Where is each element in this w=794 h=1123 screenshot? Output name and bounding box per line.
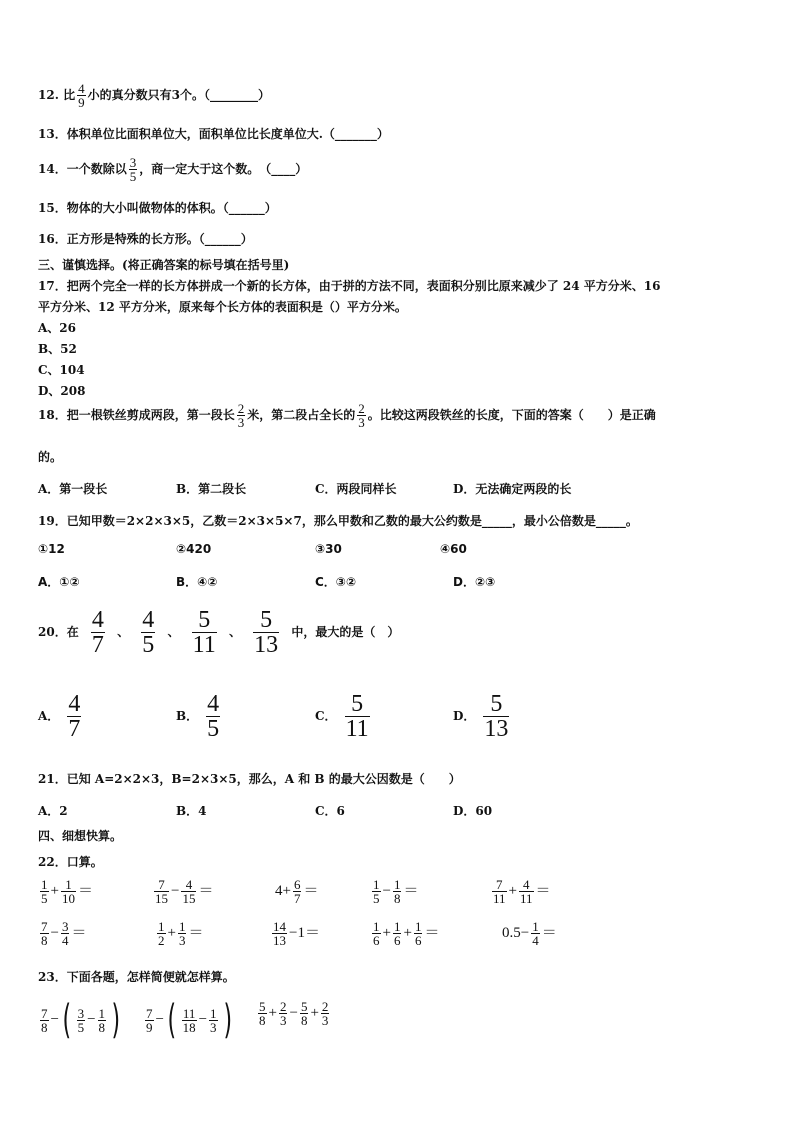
q12-fraction: [77, 82, 86, 109]
denominator: 3: [358, 415, 365, 430]
option-letter: C．: [315, 709, 337, 723]
q17-line-1: 17．把两个完全一样的长方体拼成一个新的长方体，由于拼的方法不同，表面积分别比原来减少了 24 平方分米、16: [38, 279, 661, 293]
q18-text-c: 。比较这两段铁丝的长度，下面的答案（ ）是正确: [367, 408, 656, 422]
question-18: [38, 402, 656, 429]
calc-7: $\frac{1}{2}$ + $\frac{1}{3}$ ＝: [158, 919, 204, 948]
q12-number: 12.: [38, 88, 59, 102]
calc-1: $\frac{1}{5}$ + $\frac{1}{10}$ ＝: [41, 877, 93, 906]
q14-suffix: ，商一定大于这个数。 （____）: [139, 162, 308, 176]
calc-8: $\frac{14}{13}$ −1＝: [273, 919, 320, 948]
question-15: 15．物体的大小叫做物体的体积。（______）: [38, 201, 277, 215]
denominator: 7: [91, 632, 104, 658]
denominator: 5: [142, 632, 155, 658]
q21-option-c: C．6: [315, 804, 345, 818]
denominator: 11: [345, 716, 369, 742]
q20-prefix: 20．在: [38, 625, 79, 639]
option-letter: B．: [176, 709, 199, 723]
q19-option-c: C．③②: [315, 575, 357, 589]
calc-2: $\frac{7}{15}$ − $\frac{4}{15}$ ＝: [155, 877, 214, 906]
question-12: [38, 82, 270, 109]
q18-text-a: 18．把一根铁丝剪成两段，第一段长: [38, 408, 235, 422]
q18-fraction-1: [237, 402, 246, 429]
denominator: 5: [129, 169, 137, 184]
q19-item-1: ①12: [38, 542, 65, 556]
calc-5: $\frac{7}{11}$ + $\frac{4}{11}$ ＝: [493, 877, 551, 906]
section-4-heading: 四、细想快算。: [38, 829, 123, 843]
denominator: 9: [78, 95, 85, 110]
denominator: 13: [254, 632, 279, 658]
q18-line-2: 的。: [38, 450, 63, 464]
numerator: 4: [207, 691, 220, 717]
q17-line-2: 平方分米、12 平方分米，原来每个长方体的表面积是（）平方分米。: [38, 300, 407, 314]
q19-option-d: D．②③: [453, 575, 496, 589]
numerator: 4: [91, 607, 104, 633]
separator: 、: [117, 625, 130, 639]
q18-option-a: A．第一段长: [38, 482, 108, 496]
q19-item-4: ④60: [440, 542, 467, 556]
numerator: 2: [358, 401, 365, 416]
denominator: 13: [484, 716, 509, 742]
option-letter: D．: [453, 709, 476, 723]
q20-option-d: [453, 692, 511, 741]
question-13: 13．体积单位比面积单位大，面积单位比长度单位大.（_______）: [38, 127, 389, 141]
q19-item-2: ②420: [176, 542, 212, 556]
numerator: 5: [260, 607, 273, 633]
q21-option-a: A．2: [38, 804, 68, 818]
denominator: 5: [207, 716, 220, 742]
separator: 、: [167, 625, 180, 639]
q20-option-a: [38, 692, 83, 741]
question-16: 16．正方形是特殊的长方形。（______）: [38, 232, 253, 246]
q12-suffix: 小的真分数只有3个。（________）: [87, 88, 270, 102]
q20-suffix: 中，最大的是（ ）: [291, 625, 400, 639]
q20-fraction-2: [141, 608, 155, 657]
numerator: 2: [237, 401, 245, 416]
section-3-heading: 三、谨慎选择。(将正确答案的标号填在括号里): [38, 258, 290, 272]
question-20: [38, 608, 399, 657]
expr-2: $\frac{7}{9}$ −( $\frac{11}{18}$ − $\frac{1}{3}$ ): [146, 997, 232, 1043]
q18-option-b: B．第二段长: [176, 482, 247, 496]
option-letter: A．: [38, 709, 60, 723]
q21-option-d: D．60: [453, 804, 493, 818]
q20-option-a-fraction: [67, 692, 81, 741]
q20-option-d-fraction: [483, 692, 509, 741]
q18-text-b: 米，第二段占全长的: [247, 408, 356, 422]
numerator: 5: [198, 607, 211, 633]
q18-fraction-2: [357, 402, 366, 429]
q14-prefix: 14．一个数除以: [38, 162, 127, 176]
q19-item-3: ③30: [315, 542, 342, 556]
q19-option-b: B．④②: [176, 575, 218, 589]
question-22: 22．口算。: [38, 855, 103, 869]
question-14: [38, 156, 307, 183]
q12-prefix: 比: [63, 88, 76, 102]
numerator: 4: [68, 691, 81, 717]
calc-9: $\frac{1}{6}$ + $\frac{1}{6}$ + $\frac{1}{6}$ ＝: [373, 919, 440, 948]
q18-option-d: D．无法确定两段的长: [453, 482, 572, 496]
q20-option-c: [315, 692, 372, 741]
question-21: 21．已知 A=2×2×3，B=2×3×5，那么，A 和 B 的最大公因数是（ ）: [38, 772, 461, 786]
calc-6: $\frac{7}{8}$ − $\frac{3}{4}$ ＝: [41, 919, 87, 948]
q20-fraction-1: [91, 608, 105, 657]
q20-option-b-fraction: [206, 692, 220, 741]
numerator: 4: [78, 81, 85, 96]
separator: 、: [228, 625, 241, 639]
expr-3: $\frac{5}{8}$ + $\frac{2}{3}$ − $\frac{5}{8}$ + $\frac{2}{3}$: [259, 999, 329, 1028]
q20-option-c-fraction: [345, 692, 370, 741]
calc-4: $\frac{1}{5}$ − $\frac{1}{8}$ ＝: [373, 877, 419, 906]
q20-option-b: [176, 692, 222, 741]
q14-fraction: [129, 156, 138, 183]
numerator: 5: [490, 691, 503, 717]
question-19: 19．已知甲数＝2×2×3×5，乙数＝2×3×5×7，那么甲数和乙数的最大公约数是_____，最小公倍数是_____。: [38, 514, 638, 528]
q17-option-a: A、26: [38, 321, 77, 335]
q17-option-b: B、52: [38, 342, 77, 356]
q18-option-c: C．两段同样长: [315, 482, 397, 496]
numerator: 5: [351, 691, 364, 717]
q20-fraction-3: [192, 608, 217, 657]
numerator: 3: [129, 155, 137, 170]
q20-fraction-4: [253, 608, 279, 657]
expr-1: $\frac{7}{8}$ −( $\frac{3}{5}$ − $\frac{1}{8}$ ): [41, 997, 121, 1043]
calc-3: 4+ $\frac{6}{7}$ ＝: [275, 877, 319, 906]
q17-option-c: C、104: [38, 363, 85, 377]
q21-option-b: B．4: [176, 804, 207, 818]
denominator: 3: [237, 415, 245, 430]
numerator: 4: [142, 607, 155, 633]
denominator: 11: [192, 632, 216, 658]
q19-option-a: A．①②: [38, 575, 80, 589]
q17-option-d: D、208: [38, 384, 86, 398]
calc-10: 0.5− $\frac{1}{4}$ ＝: [502, 919, 557, 948]
question-23: 23．下面各题，怎样简便就怎样算。: [38, 970, 235, 984]
denominator: 7: [68, 716, 81, 742]
